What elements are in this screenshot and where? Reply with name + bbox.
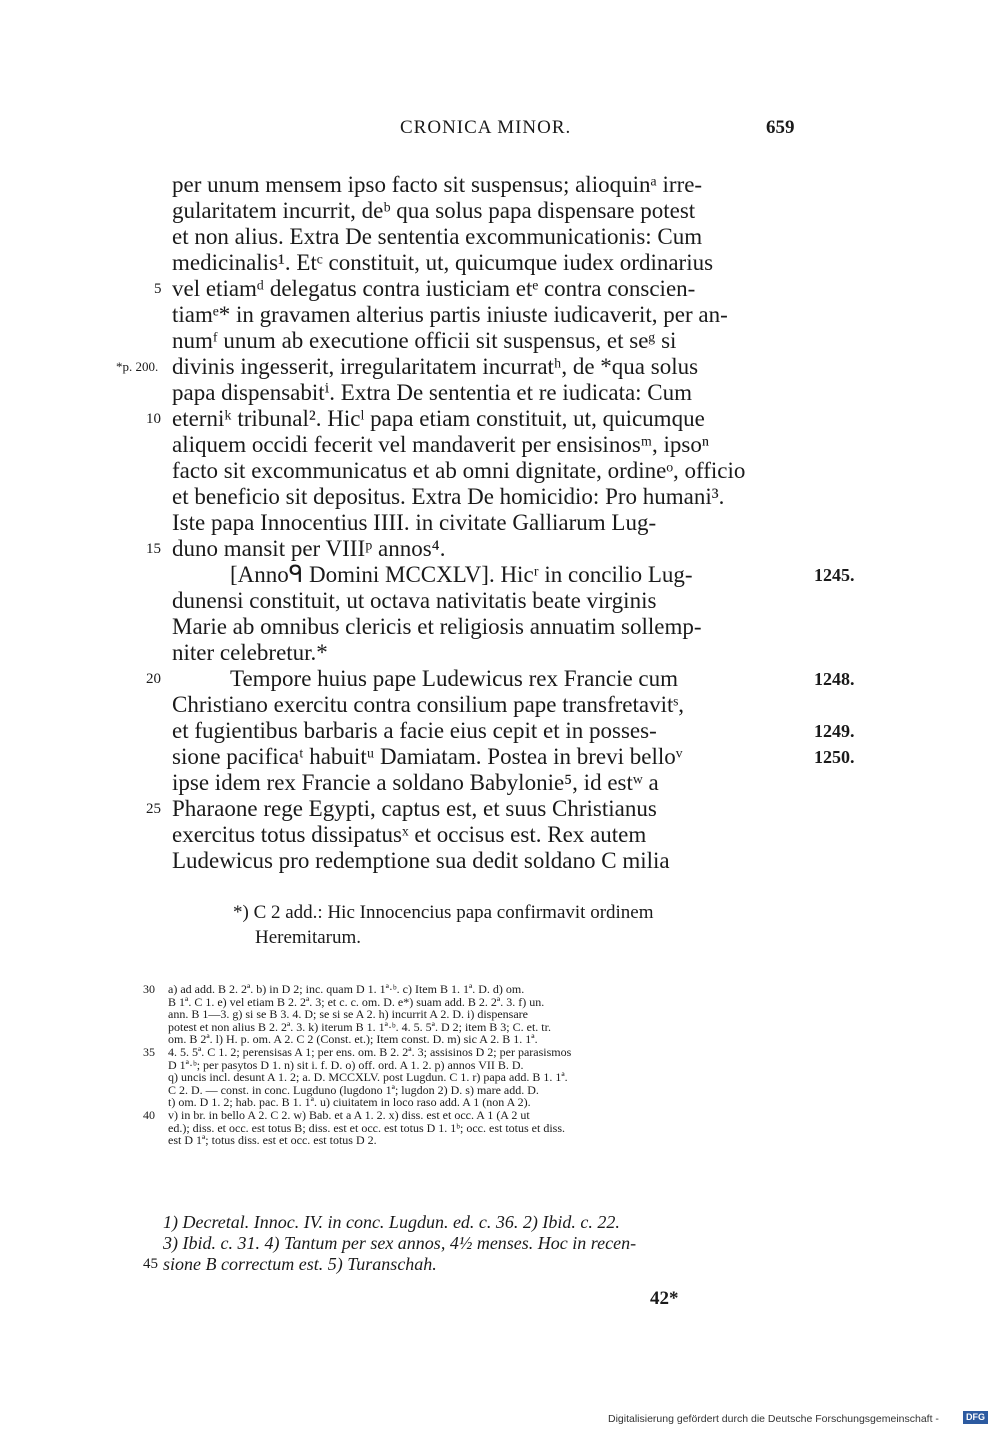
apparatus-line: D 1ª·ᵇ; per pasytos D 1. n) sit i. f. D. o) off. ord. A 1. 2. p) annos VII B. D. (168, 1057, 524, 1072)
year-marker: 1248. (814, 669, 855, 689)
running-title: CRONICA MINOR. (400, 117, 572, 138)
text-line: et fugientibus barbaris a facie eius cepit et in posses- (172, 718, 657, 743)
text-line: Marie ab omnibus clericis et religiosis annuatim sollemp- (172, 614, 702, 639)
text-line: sione pacificaᵗ habuitᵘ Damiatam. Postea in brevi belloᵛ (172, 744, 683, 769)
text-line: gularitatem incurrit, deᵇ qua solus papa dispensare potest (172, 198, 696, 223)
line-number: 45 (143, 1256, 158, 1272)
year-marker: 1250. (814, 747, 855, 767)
dfg-logo: DFG (963, 1411, 988, 1424)
text-line: papa dispensabitⁱ. Extra De sententia et re iudicata: Cum (172, 380, 693, 405)
text-line: Iste papa Innocentius IIII. in civitate Galliarum Lug- (172, 510, 657, 535)
apparatus-line: q) uncis incl. desunt A 1. 2; a. D. MCCXLV. post Lugdun. C 1. r) papa add. B 1. 1ª. (168, 1070, 568, 1085)
text-line: dunensi constituit, ut octava nativitatis beate virginis (172, 588, 657, 613)
text-line: duno mansit per VIIIᵖ annos⁴. (172, 536, 446, 561)
apparatus-line: 40 v) in br. in bello A 2. C 2. w) Bab. et a A 1. 2. x) diss. est et occ. A 1 (A 2 ut (143, 1107, 530, 1122)
line-number: 15 (146, 541, 161, 557)
text-line: et beneficio sit depositus. Extra De homicidio: Pro humani³. (172, 484, 725, 509)
text-line: exercitus totus dissipatusˣ et occisus est. Rex autem (172, 822, 647, 847)
line-number: 30 (143, 982, 155, 996)
text-line: per unum mensem ipso facto sit suspensus; alioquinᵃ irre- (172, 172, 703, 197)
text-line: eterniᵏ tribunal². Hicˡ papa etiam constituit, ut, quicumque (172, 406, 705, 431)
apparatus-line: potest et non alius B 2. 2ª. 3. k) iterum B 1. 1ª·ᵇ. 4. 5. 5ª. D 2; item B 3; C. et. tr. (168, 1019, 551, 1034)
year-marker: 1245. (814, 565, 855, 585)
text-line: niter celebretur.* (172, 640, 328, 665)
text-line: tiamᵉ* in gravamen alterius partis iniuste iudicaverit, per an- (172, 302, 728, 327)
text-line: ipse idem rex Francie a soldano Babylonie⁵, id estʷ a (172, 770, 659, 795)
line-number: 10 (146, 411, 161, 427)
footnote-line: 45 sione B correctum est. 5) Turanschah. (143, 1254, 437, 1274)
line-number: 20 (146, 671, 161, 687)
apparatus-line: C 2. D. — const. in conc. Lugduno (lugdono 1ª; lugdon 2) D. s) mare add. D. (168, 1082, 539, 1097)
apparatus-line: ann. B 1—3. g) si se B 3. 4. D; se si se A 2. h) incurrit A 2. D. i) dispensare (168, 1007, 528, 1022)
footnote-line: 3) Ibid. c. 31. 4) Tantum per sex annos, 4½ menses. Hoc in recen- (163, 1233, 637, 1253)
addition-note-line: Heremitarum. (255, 927, 362, 948)
critical-apparatus (143, 983, 813, 1147)
text-line: Tempore huius pape Ludewicus rex Francie cum (230, 666, 679, 691)
text-line: Pharaone rege Egypti, captus est, et suus Christianus (172, 796, 657, 821)
page-number: 659 (766, 117, 795, 138)
apparatus-line: t) om. D 1. 2; hab. pac. B 1. 1ª. u) ciuitatem in loco raso add. A 1 (non A 2). (168, 1095, 531, 1110)
line-number: 5 (154, 281, 162, 297)
text-line: et non alius. Extra De sententia excommunicationis: Cum (172, 224, 703, 249)
running-head (0, 117, 1000, 147)
year-marker: 1249. (814, 721, 855, 741)
text-line: facto sit excommunicatus et ab omni dignitate, ordineᵒ, officio (172, 458, 746, 483)
line-number: 35 (143, 1044, 155, 1059)
text-line: Ludewicus pro redemptione sua dedit soldano C milia (172, 848, 670, 873)
apparatus-line: 30 a) ad add. B 2. 2ª. b) in D 2; inc. quam D 1. 1ª·ᵇ. c) Item B 1. 1ª. D. d) om. (143, 982, 525, 996)
footnote-line: 1) Decretal. Innoc. IV. in conc. Lugdun. ed. c. 36. 2) Ibid. c. 22. (163, 1212, 620, 1232)
footnotes (143, 1212, 813, 1275)
apparatus-line: est D 1ª; totus diss. est et occ. est totus D 2. (168, 1133, 377, 1148)
text-line: vel etiamᵈ delegatus contra iusticiam etᵉ contra conscien- (172, 276, 696, 301)
apparatus-line: B 1ª. C 1. e) vel etiam B 2. 2ª. 3; et c. c. om. D. e*) suam add. B 2. 2ª. 3. f) un. (168, 994, 545, 1009)
text-line: numᶠ unum ab executione officii sit suspensus, et seᵍ si (172, 328, 677, 353)
text-line: [Annoᑫ Domini MCCXLV]. Hicʳ in concilio Lug- (230, 562, 693, 587)
addition-note (233, 900, 813, 950)
signature-mark: 42* (650, 1288, 679, 1309)
text-line: aliquem occidi fecerit vel mandaverit per ensisinosᵐ, ipsoⁿ (172, 432, 710, 457)
page-reference: *p. 200. (116, 359, 159, 374)
digitization-credit: Digitalisierung gefördert durch die Deutsche Forschungsgemeinschaft - (608, 1413, 939, 1425)
apparatus-line: om. B 2ª. l) H. p. om. A 2. C 2 (Const. et.); Item const. D. m) sic A 2. B 1. 1ª. (168, 1032, 538, 1047)
text-line: medicinalis¹. Etᶜ constituit, ut, quicumque iudex ordinarius (172, 250, 714, 275)
apparatus-line: ed.); diss. et occ. est totus B; diss. est et occ. est totus D 1. 1ᵇ; occ. est totus et diss. (168, 1120, 566, 1135)
apparatus-line: 35 4. 5. 5ª. C 1. 2; perensisas A 1; per ens. om. B 2. 2ª. 3; assisinos D 2; per parasismos (143, 1044, 572, 1059)
addition-note-line: *) C 2 add.: Hic Innocencius papa confirmavit ordinem (233, 902, 654, 923)
line-number: 40 (143, 1107, 155, 1122)
text-line: divinis ingesserit, irregularitatem incurratʰ, de *qua solus (172, 354, 699, 379)
text-line: Christiano exercitu contra consilium pape transfretavitˢ, (172, 692, 684, 717)
line-number: 25 (146, 801, 161, 817)
